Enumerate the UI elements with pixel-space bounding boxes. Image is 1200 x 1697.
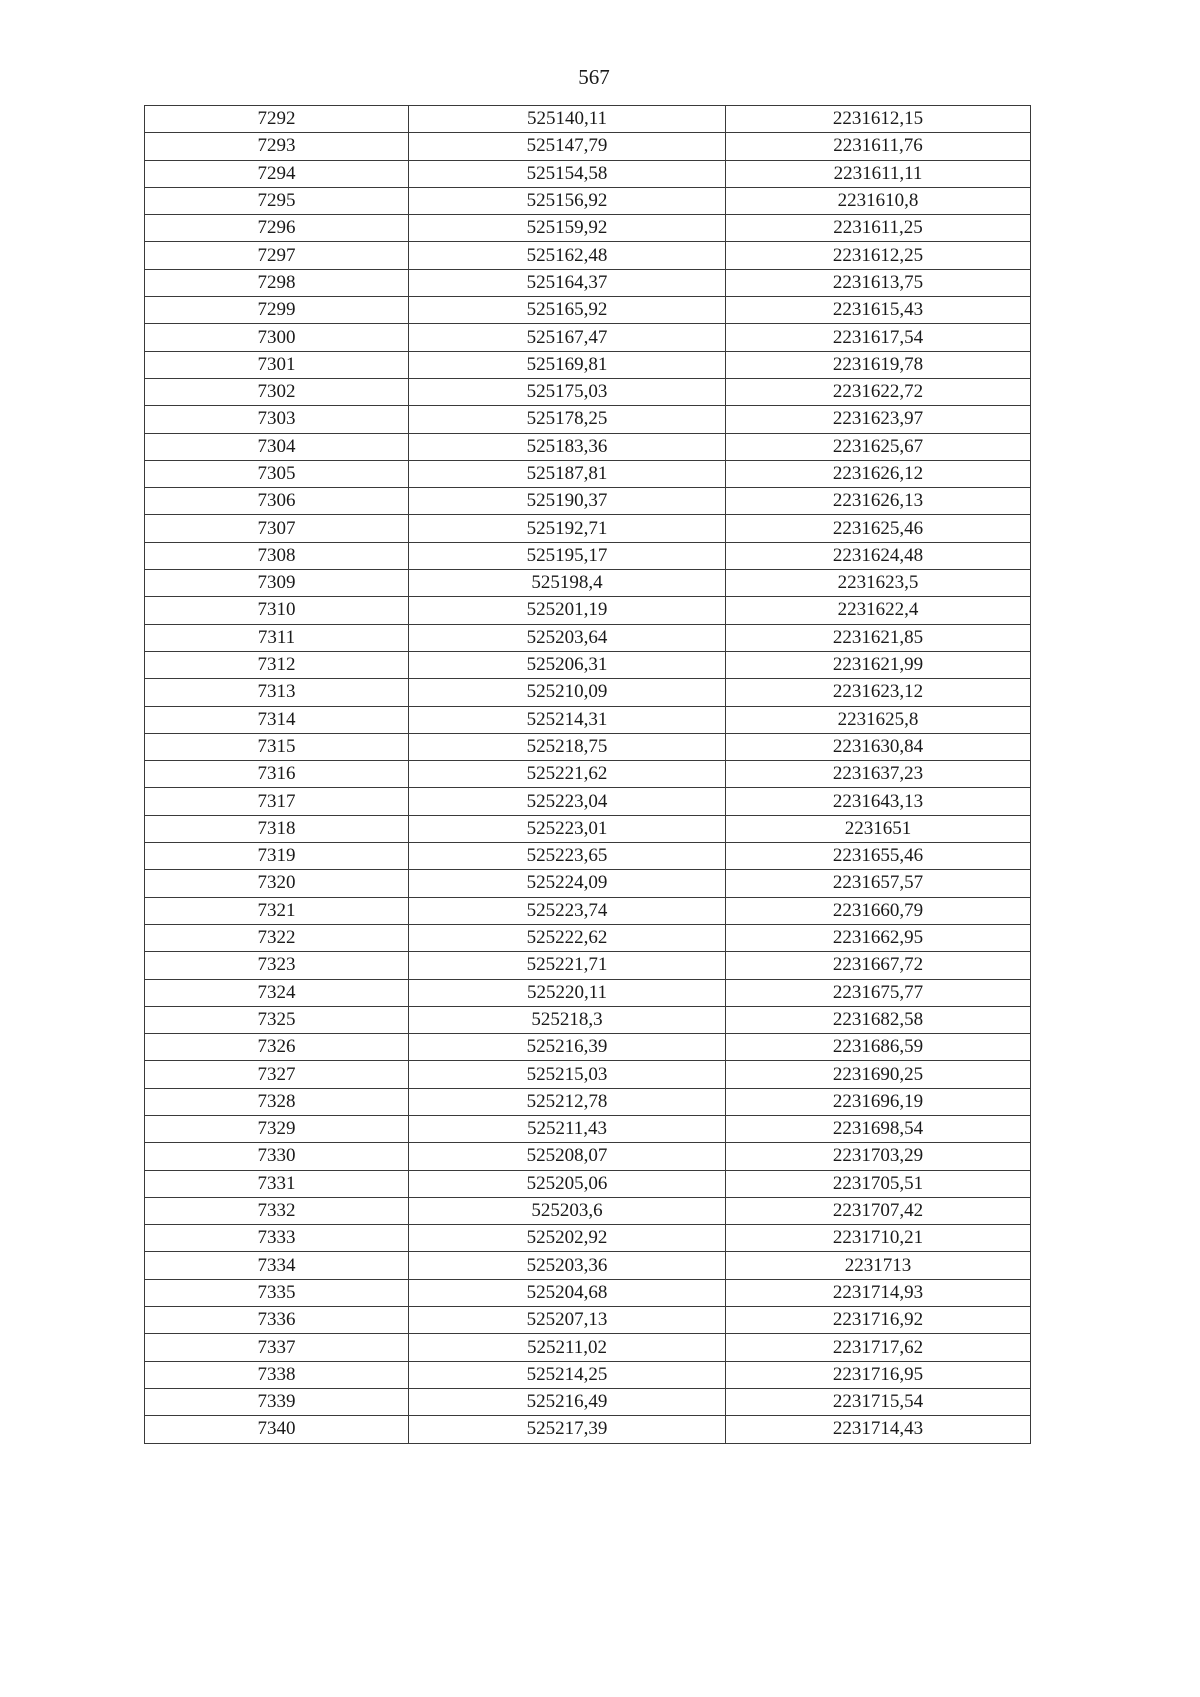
point-number-cell: 7338 <box>145 1361 409 1388</box>
y-coordinate-cell: 2231714,93 <box>726 1279 1031 1306</box>
point-number-cell: 7320 <box>145 870 409 897</box>
table-row <box>145 1307 1031 1334</box>
point-number-cell: 7321 <box>145 897 409 924</box>
point-number-cell: 7329 <box>145 1115 409 1142</box>
table-row <box>145 924 1031 951</box>
point-number-cell: 7334 <box>145 1252 409 1279</box>
y-coordinate-cell: 2231705,51 <box>726 1170 1031 1197</box>
table-row <box>145 624 1031 651</box>
point-number-cell: 7298 <box>145 269 409 296</box>
x-coordinate-cell: 525201,19 <box>409 597 726 624</box>
x-coordinate-cell: 525162,48 <box>409 242 726 269</box>
table-row <box>145 570 1031 597</box>
y-coordinate-cell: 2231716,95 <box>726 1361 1031 1388</box>
x-coordinate-cell: 525187,81 <box>409 460 726 487</box>
y-coordinate-cell: 2231625,8 <box>726 706 1031 733</box>
y-coordinate-cell: 2231637,23 <box>726 761 1031 788</box>
y-coordinate-cell: 2231630,84 <box>726 733 1031 760</box>
table-row <box>145 597 1031 624</box>
table-row <box>145 1334 1031 1361</box>
point-number-cell: 7292 <box>145 106 409 133</box>
point-number-cell: 7339 <box>145 1388 409 1415</box>
point-number-cell: 7318 <box>145 815 409 842</box>
table-row <box>145 1197 1031 1224</box>
point-number-cell: 7293 <box>145 133 409 160</box>
y-coordinate-cell: 2231615,43 <box>726 297 1031 324</box>
table-row <box>145 979 1031 1006</box>
point-number-cell: 7317 <box>145 788 409 815</box>
y-coordinate-cell: 2231621,99 <box>726 651 1031 678</box>
table-row <box>145 351 1031 378</box>
y-coordinate-cell: 2231611,25 <box>726 215 1031 242</box>
table-row <box>145 1034 1031 1061</box>
x-coordinate-cell: 525192,71 <box>409 515 726 542</box>
x-coordinate-cell: 525165,92 <box>409 297 726 324</box>
x-coordinate-cell: 525211,43 <box>409 1115 726 1142</box>
y-coordinate-cell: 2231622,72 <box>726 378 1031 405</box>
point-number-cell: 7340 <box>145 1416 409 1443</box>
point-number-cell: 7313 <box>145 679 409 706</box>
table-row <box>145 843 1031 870</box>
point-number-cell: 7308 <box>145 542 409 569</box>
y-coordinate-cell: 2231625,46 <box>726 515 1031 542</box>
y-coordinate-cell: 2231714,43 <box>726 1416 1031 1443</box>
x-coordinate-cell: 525221,62 <box>409 761 726 788</box>
point-number-cell: 7322 <box>145 924 409 951</box>
x-coordinate-cell: 525208,07 <box>409 1143 726 1170</box>
y-coordinate-cell: 2231623,12 <box>726 679 1031 706</box>
x-coordinate-cell: 525175,03 <box>409 378 726 405</box>
table-row <box>145 488 1031 515</box>
point-number-cell: 7337 <box>145 1334 409 1361</box>
y-coordinate-cell: 2231675,77 <box>726 979 1031 1006</box>
x-coordinate-cell: 525203,6 <box>409 1197 726 1224</box>
y-coordinate-cell: 2231623,97 <box>726 406 1031 433</box>
y-coordinate-cell: 2231667,72 <box>726 952 1031 979</box>
point-number-cell: 7294 <box>145 160 409 187</box>
x-coordinate-cell: 525216,49 <box>409 1388 726 1415</box>
table-row <box>145 160 1031 187</box>
point-number-cell: 7323 <box>145 952 409 979</box>
x-coordinate-cell: 525223,65 <box>409 843 726 870</box>
table-row <box>145 870 1031 897</box>
x-coordinate-cell: 525198,4 <box>409 570 726 597</box>
x-coordinate-cell: 525217,39 <box>409 1416 726 1443</box>
table-row <box>145 433 1031 460</box>
x-coordinate-cell: 525167,47 <box>409 324 726 351</box>
table-row <box>145 324 1031 351</box>
point-number-cell: 7335 <box>145 1279 409 1306</box>
table-row <box>145 1279 1031 1306</box>
x-coordinate-cell: 525204,68 <box>409 1279 726 1306</box>
table-row <box>145 1170 1031 1197</box>
table-row <box>145 215 1031 242</box>
table-row <box>145 1225 1031 1252</box>
x-coordinate-cell: 525164,37 <box>409 269 726 296</box>
point-number-cell: 7316 <box>145 761 409 788</box>
y-coordinate-cell: 2231651 <box>726 815 1031 842</box>
y-coordinate-cell: 2231622,4 <box>726 597 1031 624</box>
y-coordinate-cell: 2231655,46 <box>726 843 1031 870</box>
y-coordinate-cell: 2231698,54 <box>726 1115 1031 1142</box>
point-number-cell: 7310 <box>145 597 409 624</box>
x-coordinate-cell: 525210,09 <box>409 679 726 706</box>
point-number-cell: 7330 <box>145 1143 409 1170</box>
y-coordinate-cell: 2231710,21 <box>726 1225 1031 1252</box>
x-coordinate-cell: 525183,36 <box>409 433 726 460</box>
table-row <box>145 1088 1031 1115</box>
y-coordinate-cell: 2231626,12 <box>726 460 1031 487</box>
x-coordinate-cell: 525206,31 <box>409 651 726 678</box>
table-row <box>145 1361 1031 1388</box>
x-coordinate-cell: 525218,3 <box>409 1006 726 1033</box>
x-coordinate-cell: 525211,02 <box>409 1334 726 1361</box>
point-number-cell: 7311 <box>145 624 409 651</box>
x-coordinate-cell: 525159,92 <box>409 215 726 242</box>
x-coordinate-cell: 525169,81 <box>409 351 726 378</box>
table-row <box>145 952 1031 979</box>
table-row <box>145 460 1031 487</box>
table-body <box>145 106 1031 1444</box>
x-coordinate-cell: 525223,74 <box>409 897 726 924</box>
table-row <box>145 1115 1031 1142</box>
point-number-cell: 7327 <box>145 1061 409 1088</box>
y-coordinate-cell: 2231625,67 <box>726 433 1031 460</box>
x-coordinate-cell: 525218,75 <box>409 733 726 760</box>
y-coordinate-cell: 2231686,59 <box>726 1034 1031 1061</box>
y-coordinate-cell: 2231703,29 <box>726 1143 1031 1170</box>
table-row <box>145 378 1031 405</box>
table-row <box>145 897 1031 924</box>
y-coordinate-cell: 2231717,62 <box>726 1334 1031 1361</box>
y-coordinate-cell: 2231621,85 <box>726 624 1031 651</box>
point-number-cell: 7305 <box>145 460 409 487</box>
x-coordinate-cell: 525207,13 <box>409 1307 726 1334</box>
y-coordinate-cell: 2231716,92 <box>726 1307 1031 1334</box>
point-number-cell: 7300 <box>145 324 409 351</box>
table-row <box>145 133 1031 160</box>
point-number-cell: 7306 <box>145 488 409 515</box>
y-coordinate-cell: 2231611,76 <box>726 133 1031 160</box>
point-number-cell: 7326 <box>145 1034 409 1061</box>
table-row <box>145 297 1031 324</box>
table-row <box>145 1143 1031 1170</box>
table-row <box>145 1388 1031 1415</box>
point-number-cell: 7314 <box>145 706 409 733</box>
y-coordinate-cell: 2231690,25 <box>726 1061 1031 1088</box>
y-coordinate-cell: 2231696,19 <box>726 1088 1031 1115</box>
y-coordinate-cell: 2231643,13 <box>726 788 1031 815</box>
x-coordinate-cell: 525222,62 <box>409 924 726 951</box>
x-coordinate-cell: 525223,01 <box>409 815 726 842</box>
y-coordinate-cell: 2231624,48 <box>726 542 1031 569</box>
table-row <box>145 651 1031 678</box>
table-row <box>145 788 1031 815</box>
page-number: 567 <box>578 65 610 89</box>
table-row <box>145 679 1031 706</box>
table-row <box>145 706 1031 733</box>
x-coordinate-cell: 525147,79 <box>409 133 726 160</box>
table-row <box>145 242 1031 269</box>
point-number-cell: 7325 <box>145 1006 409 1033</box>
y-coordinate-cell: 2231662,95 <box>726 924 1031 951</box>
point-number-cell: 7333 <box>145 1225 409 1252</box>
x-coordinate-cell: 525202,92 <box>409 1225 726 1252</box>
point-number-cell: 7332 <box>145 1197 409 1224</box>
table-row <box>145 542 1031 569</box>
x-coordinate-cell: 525195,17 <box>409 542 726 569</box>
x-coordinate-cell: 525203,36 <box>409 1252 726 1279</box>
x-coordinate-cell: 525178,25 <box>409 406 726 433</box>
point-number-cell: 7296 <box>145 215 409 242</box>
y-coordinate-cell: 2231707,42 <box>726 1197 1031 1224</box>
table-row <box>145 187 1031 214</box>
table-row <box>145 733 1031 760</box>
table-row <box>145 406 1031 433</box>
table-row <box>145 106 1031 133</box>
point-number-cell: 7299 <box>145 297 409 324</box>
x-coordinate-cell: 525140,11 <box>409 106 726 133</box>
y-coordinate-cell: 2231617,54 <box>726 324 1031 351</box>
y-coordinate-cell: 2231626,13 <box>726 488 1031 515</box>
x-coordinate-cell: 525154,58 <box>409 160 726 187</box>
table-row <box>145 1006 1031 1033</box>
y-coordinate-cell: 2231657,57 <box>726 870 1031 897</box>
table-row <box>145 815 1031 842</box>
table-row <box>145 269 1031 296</box>
x-coordinate-cell: 525221,71 <box>409 952 726 979</box>
x-coordinate-cell: 525214,25 <box>409 1361 726 1388</box>
point-number-cell: 7302 <box>145 378 409 405</box>
coordinates-table <box>144 105 1031 1444</box>
point-number-cell: 7336 <box>145 1307 409 1334</box>
y-coordinate-cell: 2231612,15 <box>726 106 1031 133</box>
table-row <box>145 1416 1031 1443</box>
table-row <box>145 515 1031 542</box>
y-coordinate-cell: 2231713 <box>726 1252 1031 1279</box>
point-number-cell: 7315 <box>145 733 409 760</box>
x-coordinate-cell: 525220,11 <box>409 979 726 1006</box>
point-number-cell: 7307 <box>145 515 409 542</box>
y-coordinate-cell: 2231613,75 <box>726 269 1031 296</box>
y-coordinate-cell: 2231619,78 <box>726 351 1031 378</box>
point-number-cell: 7312 <box>145 651 409 678</box>
point-number-cell: 7309 <box>145 570 409 597</box>
y-coordinate-cell: 2231715,54 <box>726 1388 1031 1415</box>
x-coordinate-cell: 525223,04 <box>409 788 726 815</box>
table-row <box>145 1252 1031 1279</box>
x-coordinate-cell: 525214,31 <box>409 706 726 733</box>
x-coordinate-cell: 525205,06 <box>409 1170 726 1197</box>
point-number-cell: 7303 <box>145 406 409 433</box>
point-number-cell: 7301 <box>145 351 409 378</box>
x-coordinate-cell: 525215,03 <box>409 1061 726 1088</box>
y-coordinate-cell: 2231611,11 <box>726 160 1031 187</box>
point-number-cell: 7297 <box>145 242 409 269</box>
x-coordinate-cell: 525203,64 <box>409 624 726 651</box>
point-number-cell: 7304 <box>145 433 409 460</box>
x-coordinate-cell: 525212,78 <box>409 1088 726 1115</box>
point-number-cell: 7331 <box>145 1170 409 1197</box>
y-coordinate-cell: 2231682,58 <box>726 1006 1031 1033</box>
x-coordinate-cell: 525216,39 <box>409 1034 726 1061</box>
x-coordinate-cell: 525156,92 <box>409 187 726 214</box>
point-number-cell: 7324 <box>145 979 409 1006</box>
point-number-cell: 7328 <box>145 1088 409 1115</box>
x-coordinate-cell: 525224,09 <box>409 870 726 897</box>
y-coordinate-cell: 2231623,5 <box>726 570 1031 597</box>
table-row <box>145 761 1031 788</box>
y-coordinate-cell: 2231610,8 <box>726 187 1031 214</box>
point-number-cell: 7295 <box>145 187 409 214</box>
y-coordinate-cell: 2231660,79 <box>726 897 1031 924</box>
y-coordinate-cell: 2231612,25 <box>726 242 1031 269</box>
x-coordinate-cell: 525190,37 <box>409 488 726 515</box>
table-row <box>145 1061 1031 1088</box>
point-number-cell: 7319 <box>145 843 409 870</box>
